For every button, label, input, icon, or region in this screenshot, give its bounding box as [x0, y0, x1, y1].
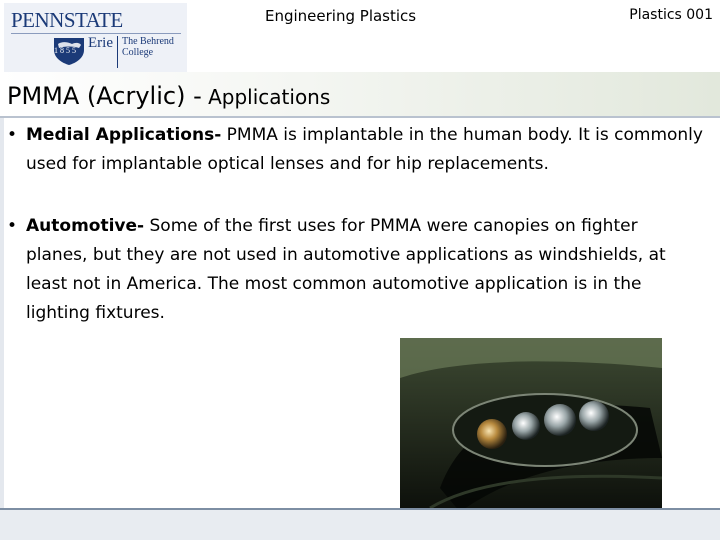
logo-wordmark: PENNSTATE: [11, 8, 123, 32]
bullet-heading: Automotive-: [26, 216, 145, 236]
left-side-strip: [0, 118, 4, 508]
logo-divider: [11, 33, 181, 34]
slide-content: [7, 121, 703, 328]
logo-year: 1855: [54, 46, 78, 55]
bullet-automotive: [7, 212, 703, 328]
car-headlight-illustration: [400, 338, 662, 512]
bullet-text: PMMA is implantable in the human body. It is commonly used for implantable optical lenses and for hip replacements.: [26, 125, 703, 174]
footer-band: [0, 510, 720, 540]
slide-title: [7, 82, 330, 110]
penn-state-behrend-logo: [4, 3, 187, 72]
course-title: Engineering Plastics: [265, 7, 417, 25]
bullet-text: Some of the first uses for PMMA were canopies on fighter planes, but they are not used in automotive applications as windshields, at least not in America. The most common automotive application is in the lighting fixtures.: [26, 216, 666, 323]
title-underline: [0, 116, 720, 118]
car-headlight-photo: [400, 338, 662, 512]
bullet-medical-applications: [7, 121, 703, 179]
logo-campus: Erie: [88, 35, 113, 51]
logo-college-name: The Behrend College: [122, 36, 174, 58]
logo-vertical-divider: [117, 36, 118, 68]
bullet-marker: •: [7, 216, 18, 236]
bullet-heading: Medial Applications-: [26, 125, 222, 145]
slide-title-sub: Applications: [201, 85, 331, 109]
slide-title-main: PMMA (Acrylic) -: [7, 82, 202, 110]
bullet-marker: •: [7, 125, 18, 145]
course-number: Plastics 001: [629, 7, 713, 23]
